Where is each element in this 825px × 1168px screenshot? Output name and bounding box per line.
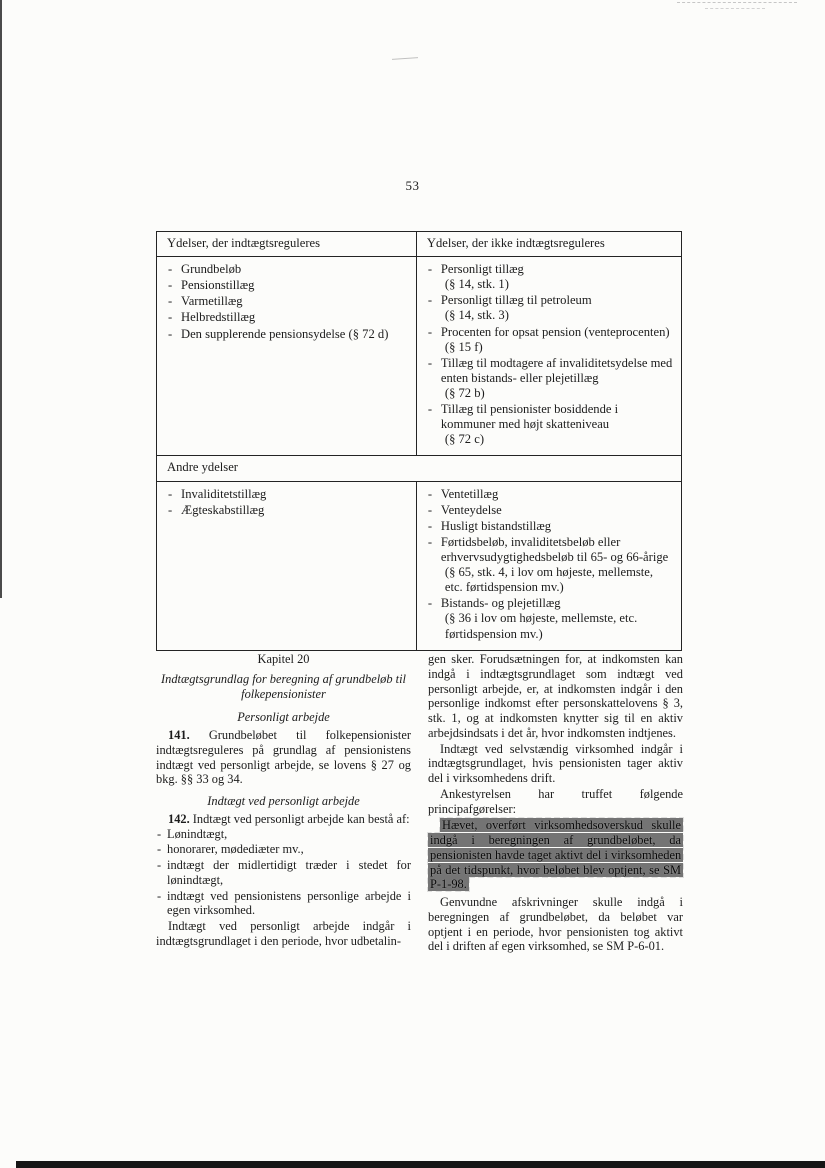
scan-edge-artifact — [0, 0, 2, 598]
list-item: - indtægt der midlertidigt træder i stedet for lønindtægt, — [156, 858, 411, 888]
highlighted-paragraph — [428, 818, 683, 892]
paragraph-number: 141. — [168, 728, 190, 742]
chapter-title: Indtægtsgrundlag for beregning af grundbeløb til folkepensionister — [161, 671, 406, 701]
table-header-regulated: Ydelser, der indtægtsreguleres — [157, 232, 417, 257]
chapter-heading: Kapitel 20 — [257, 652, 310, 666]
scan-dash-artifact — [677, 2, 797, 3]
not-regulated-benefits-list — [427, 262, 673, 447]
table-header-row — [157, 232, 682, 257]
list-item: - Ægteskabstillæg — [167, 503, 408, 518]
list-item: - Invaliditetstillæg — [167, 487, 408, 502]
table-subheader-row — [157, 456, 682, 481]
regulated-benefits-list — [167, 262, 408, 342]
table-cell-andre-left — [157, 481, 417, 650]
list-item: - Husligt bistandstillæg — [427, 519, 673, 534]
list-item: - Helbredstillæg — [167, 310, 408, 325]
table-header-not-regulated: Ydelser, der ikke indtægtsreguleres — [416, 232, 681, 257]
right-column — [428, 652, 683, 954]
andre-right-list — [427, 487, 673, 642]
benefits-table — [156, 231, 682, 651]
list-item: - Grundbeløb — [167, 262, 408, 277]
paragraph-141: 141. Grundbeløbet til folkepensionister indtægtsreguleres på grundlag af pensionistens indtægt ved personligt arbejde, se lovens § 27 og bkg. §§ 33 og 34. — [156, 728, 411, 787]
list-item: - Tillæg til pensionister bosiddende i kommuner med højt skatteniveau (§ 72 c) — [427, 402, 673, 447]
table-row — [157, 481, 682, 650]
list-item: - Førtidsbeløb, invaliditetsbeløb eller erhvervsudygtighedsbeløb til 65- og 66-årige (§ 65, stk. 4, i lov om højeste, mellemste, etc. førtidspension mv.) — [427, 535, 673, 595]
list-item: - Bistands- og plejetillæg (§ 36 i lov om højeste, mellemste, etc. førtidspension mv.) — [427, 596, 673, 641]
list-item: - Personligt tillæg til petroleum (§ 14, stk. 3) — [427, 293, 673, 323]
list-item: - Pensionstillæg — [167, 278, 408, 293]
paragraph-genvundne: Genvundne afskrivninger skulle indgå i beregningen af grundbeløbet, da beløbet var optjent i en periode, hvor pensionisten tog aktivt del i driften af egen virksomhed, se SM P-6-01. — [428, 895, 683, 954]
left-column — [156, 652, 411, 954]
list-item: - honorarer, mødediæter mv., — [156, 842, 411, 857]
table-row — [157, 257, 682, 456]
list-item: - indtægt ved pensionistens personlige arbejde i egen virksomhed. — [156, 889, 411, 919]
paragraph-continuation: Indtægt ved personligt arbejde indgår i indtægtsgrundlaget i den periode, hvor udbetalin- — [156, 919, 411, 948]
list-item: - Procenten for opsat pension (venteprocenten) (§ 15 f) — [427, 325, 673, 355]
table-cell-andre-right — [416, 481, 681, 650]
list-item: - Varmetillæg — [167, 294, 408, 309]
paragraph-ankestyrelsen: Ankestyrelsen har truffet følgende principafgørelser: — [428, 786, 683, 816]
article-body — [156, 652, 683, 954]
paragraph-continued: gen sker. Forudsætningen for, at indkomsten kan indgå i indtægtsgrundlaget som indtægt ved personligt arbejde, er, at indkomsten indgår i den personlige indkomst efter personskattelovens § 3, stk. 1, og at indkomsten knytter sig til en aktiv arbejdsindsats i det år, hvor indkomsten indtjenes. — [428, 652, 683, 740]
list-item: - Lønindtægt, — [156, 827, 411, 842]
list-item: - Tillæg til modtagere af invaliditetsydelse med enten bistands- eller plejetillæg (§ 72 b) — [427, 356, 673, 401]
list-item: - Venteydelse — [427, 503, 673, 518]
marker-highlight: Hævet, overført virksomhedsoverskud skulle indgå i beregningen af grundbeløbet, da pensionisten havde taget aktivt del i virksomheden på det tidspunkt, hvor beløbet blev optjent, se SM P-1-98. — [430, 818, 682, 892]
list-item: - Ventetillæg — [427, 487, 673, 502]
scan-dash-artifact — [705, 8, 765, 9]
paragraph-142: 142. Indtægt ved personligt arbejde kan bestå af: — [168, 811, 410, 826]
table-subheader-andre-ydelser: Andre ydelser — [157, 456, 682, 481]
paragraph-number: 142. — [168, 811, 190, 826]
income-types-list — [156, 827, 411, 919]
list-item: - Personligt tillæg (§ 14, stk. 1) — [427, 262, 673, 292]
table-cell-regulated — [157, 257, 417, 456]
scan-smudge — [392, 57, 418, 60]
paragraph-selvstaendig: Indtægt ved selvstændig virksomhed indgår i indtægtsgrundlaget, hvis pensionisten tager aktiv del i virksomhedens drift. — [428, 741, 683, 785]
andre-left-list — [167, 487, 408, 518]
section-heading-indtaegt-ved-personligt-arbejde: Indtægt ved personligt arbejde — [207, 794, 360, 808]
section-heading-personligt-arbejde: Personligt arbejde — [237, 710, 330, 725]
page-number: 53 — [405, 178, 420, 193]
scan-bottom-artifact — [16, 1161, 825, 1168]
table-cell-not-regulated — [416, 257, 681, 456]
list-item: - Den supplerende pensionsydelse (§ 72 d) — [167, 327, 408, 342]
